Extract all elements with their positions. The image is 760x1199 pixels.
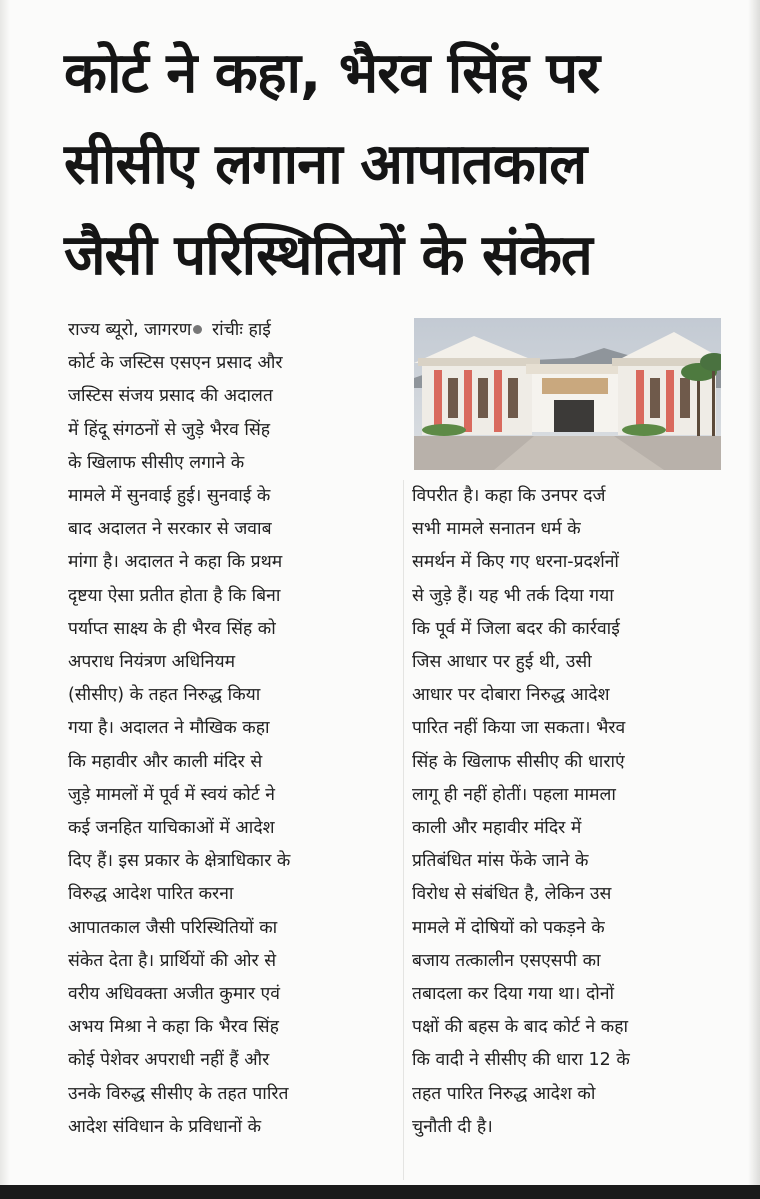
court-building-photo bbox=[414, 318, 721, 470]
article-line: अपराध नियंत्रण अधिनियम bbox=[68, 652, 236, 673]
article-line: दृष्टया ऐसा प्रतीत होता है कि बिना bbox=[68, 585, 281, 606]
article-line: (सीसीए) के तहत निरुद्ध किया bbox=[68, 685, 261, 706]
article-column-right bbox=[412, 480, 724, 1144]
article-line: दिए हैं। इस प्रकार के क्षेत्राधिकार के bbox=[68, 851, 291, 872]
article-line: कई जनहित याचिकाओं में आदेश bbox=[68, 818, 275, 839]
article-line: बाद अदालत ने सरकार से जवाब bbox=[68, 519, 272, 540]
article-line: वरीय अधिवक्ता अजीत कुमार एवं bbox=[68, 984, 280, 1005]
article-line: गया है। अदालत ने मौखिक कहा bbox=[68, 718, 270, 739]
article-line: संकेत देता है। प्रार्थियों की ओर से bbox=[68, 950, 277, 971]
headline-line: जैसी परिस्थितियों के संकेत bbox=[64, 223, 592, 288]
article-line: कोई पेशेवर अपराधी नहीं हैं और bbox=[68, 1050, 270, 1071]
byline-line bbox=[68, 314, 393, 347]
article-line: विरोध से संबंधित है, लेकिन उस bbox=[412, 884, 612, 905]
headline-line: सीसीए लगाना आपातकाल bbox=[64, 132, 587, 197]
article-line: जस्टिस संजय प्रसाद की अदालत bbox=[68, 386, 273, 407]
article-line: पर्याप्त साक्ष्य के ही भैरव सिंह को bbox=[68, 618, 276, 639]
article-line: पक्षों की बहस के बाद कोर्ट ने कहा bbox=[412, 1017, 629, 1038]
article-line: आदेश संविधान के प्रविधानों के bbox=[68, 1116, 262, 1137]
byline-bureau: राज्य ब्यूरो, जागरण bbox=[68, 320, 192, 340]
article-line: तहत पारित निरुद्ध आदेश को bbox=[412, 1083, 596, 1104]
article-line: अभय मिश्रा ने कहा कि भैरव सिंह bbox=[68, 1017, 279, 1038]
article-line: काली और महावीर मंदिर में bbox=[412, 818, 582, 839]
article-line: पारित नहीं किया जा सकता। भैरव bbox=[412, 718, 626, 739]
article-line: आपातकाल जैसी परिस्थितियों का bbox=[68, 917, 278, 938]
article-line: जुड़े मामलों में पूर्व में स्वयं कोर्ट ने bbox=[68, 784, 275, 805]
article-line: कोर्ट के जस्टिस एसएन प्रसाद और bbox=[68, 353, 283, 374]
page-edge-left bbox=[0, 0, 10, 1199]
article-line: प्रतिबंधित मांस फेंके जाने के bbox=[412, 851, 589, 872]
article-line: मामले में सुनवाई हुई। सुनवाई के bbox=[68, 486, 271, 507]
page-edge-right bbox=[748, 0, 760, 1199]
article-column-left bbox=[68, 314, 393, 1144]
article-line: कि पूर्व में जिला बदर की कार्रवाई bbox=[412, 618, 620, 639]
article-line: जिस आधार पर हुई थी, उसी bbox=[412, 652, 592, 673]
article-line: कि महावीर और काली मंदिर से bbox=[68, 751, 263, 772]
article-line: के खिलाफ सीसीए लगाने के bbox=[68, 452, 245, 473]
column-divider bbox=[403, 480, 404, 1180]
article-line: से जुड़े हैं। यह भी तर्क दिया गया bbox=[412, 585, 614, 606]
article-line: कि वादी ने सीसीए की धारा 12 के bbox=[412, 1050, 630, 1071]
article-line: आधार पर दोबारा निरुद्ध आदेश bbox=[412, 685, 610, 706]
article-line: मामले में दोषियों को पकड़ने के bbox=[412, 917, 605, 938]
article-line: मांगा है। अदालत ने कहा कि प्रथम bbox=[68, 552, 283, 573]
headline-line: कोर्ट ने कहा, भैरव सिंह पर bbox=[64, 41, 600, 106]
byline-place: रांचीः bbox=[212, 320, 243, 340]
headline bbox=[64, 28, 724, 301]
article-line: सभी मामले सनातन धर्म के bbox=[412, 519, 581, 540]
article-line: सिंह के खिलाफ सीसीए की धाराएं bbox=[412, 751, 625, 772]
article-text: हाई bbox=[248, 320, 271, 340]
article-line: विपरीत है। कहा कि उनपर दर्ज bbox=[412, 486, 606, 506]
article-line: तबादला कर दिया गया था। दोनों bbox=[412, 984, 615, 1005]
article-line: समर्थन में किए गए धरना-प्रदर्शनों bbox=[412, 552, 619, 573]
article-line: उनके विरुद्ध सीसीए के तहत पारित bbox=[68, 1083, 289, 1104]
bottom-edge bbox=[0, 1185, 760, 1199]
bullet-dot-icon bbox=[193, 325, 202, 334]
article-line: में हिंदू संगठनों से जुड़े भैरव सिंह bbox=[68, 419, 271, 440]
article-line: लागू ही नहीं होतीं। पहला मामला bbox=[412, 784, 616, 805]
article-line: बजाय तत्कालीन एसएसपी का bbox=[412, 950, 601, 971]
article-line: विरुद्ध आदेश पारित करना bbox=[68, 884, 234, 905]
article-line: चुनौती दी है। bbox=[412, 1116, 493, 1137]
